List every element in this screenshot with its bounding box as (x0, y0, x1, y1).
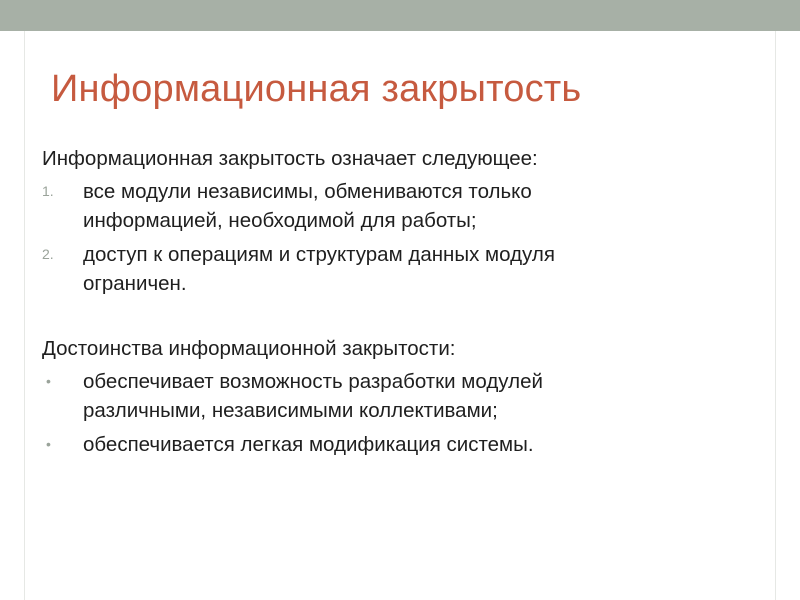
numbered-list (42, 177, 742, 298)
bullet-icon: • (46, 373, 51, 389)
list-item-line: доступ к операциям и структурам данных модуля (83, 243, 555, 266)
section1-lead: Информационная закрытость означает следующее: (42, 147, 538, 170)
list-item-line: ограничен. (83, 272, 187, 295)
section2-lead: Достоинства информационной закрытости: (42, 337, 456, 360)
slide-content (42, 144, 742, 465)
list-item-line: обеспечивается легкая модификация системы. (83, 433, 534, 456)
list-item (42, 177, 742, 235)
section-gap (42, 304, 742, 334)
left-margin-rule (24, 31, 25, 600)
top-band (0, 0, 800, 31)
right-margin-rule (775, 31, 776, 600)
list-number: 1. (42, 183, 54, 199)
list-item (42, 430, 742, 459)
bullet-list (42, 367, 742, 459)
list-item (42, 367, 742, 425)
list-item-line: различными, независимыми коллективами; (83, 399, 498, 422)
list-item-line: все модули независимы, обмениваются только (83, 180, 532, 203)
list-item-line: обеспечивает возможность разработки модулей (83, 370, 543, 393)
slide-title: Информационная закрытость (51, 68, 582, 110)
bullet-icon: • (46, 436, 51, 452)
list-item-line: информацией, необходимой для работы; (83, 209, 477, 232)
list-number: 2. (42, 246, 54, 262)
list-item (42, 240, 742, 298)
